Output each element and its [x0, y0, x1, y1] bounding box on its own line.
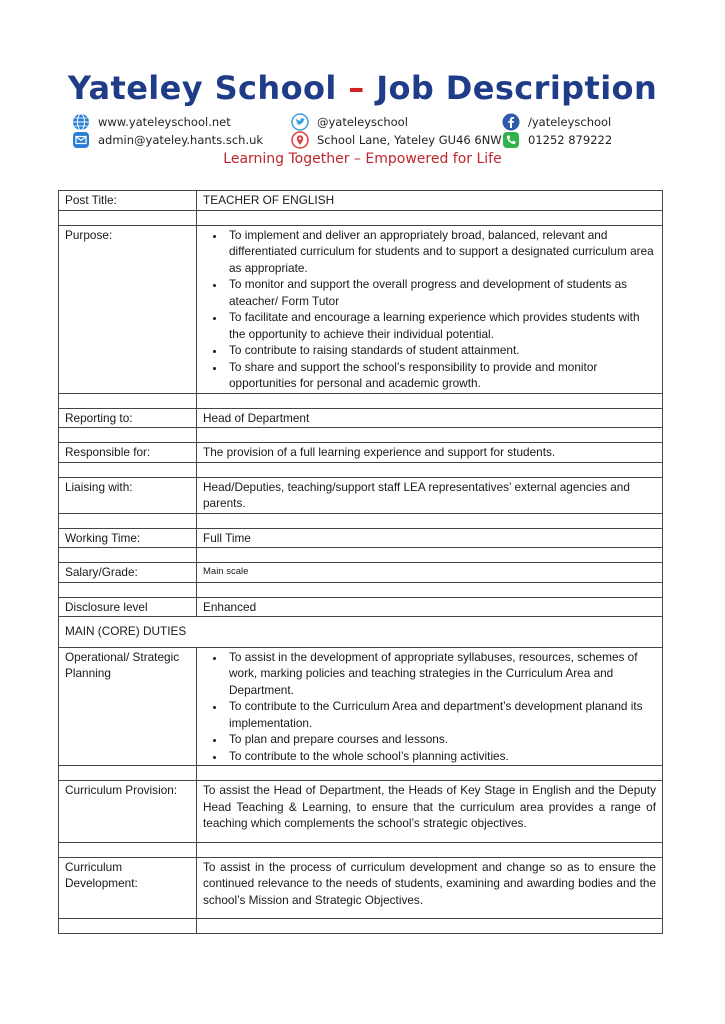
- spacer-row: [59, 582, 663, 597]
- list-item: • To implement and deliver an appropriately broad, balanced, relevant and differentiated curriculum for students and to support a designated curriculum area as appropriate.: [225, 227, 656, 277]
- location-pin-icon: [291, 131, 309, 149]
- list-item: • To contribute to raising standards of student attainment.: [225, 342, 656, 359]
- table-row: [59, 191, 663, 211]
- row-value: TEACHER OF ENGLISH: [197, 191, 663, 211]
- table-row: [59, 528, 663, 548]
- facebook-text: /yateleyschool: [528, 115, 612, 129]
- table-row: [59, 647, 663, 766]
- address-contact: [291, 131, 502, 149]
- spacer-row: [59, 393, 663, 408]
- job-description-table: [58, 190, 663, 934]
- spacer-row: [59, 428, 663, 443]
- purpose-cell: [197, 225, 663, 393]
- row-label: Working Time:: [59, 528, 197, 548]
- row-value: Head/Deputies, teaching/support staff LEA representatives’ external agencies and parents.: [197, 477, 663, 513]
- table-row: [59, 477, 663, 513]
- spacer-row: [59, 462, 663, 477]
- row-label: Curriculum Provision:: [59, 781, 197, 843]
- row-value: Head of Department: [197, 408, 663, 428]
- list-item: • To facilitate and encourage a learning experience which provides students with the opportunity to achieve their individual potential.: [225, 309, 656, 342]
- facebook-icon: [502, 113, 520, 131]
- table-row: [59, 617, 663, 648]
- twitter-icon: [291, 113, 309, 131]
- list-item: • To monitor and support the overall progress and development of students as ateacher/ Form Tutor: [225, 276, 656, 309]
- facebook-contact[interactable]: [502, 113, 611, 131]
- table-row: [59, 225, 663, 393]
- title-dash: –: [348, 69, 365, 107]
- list-item: • To share and support the school’s responsibility to provide and monitor opportunities for personal and academic growth.: [225, 359, 656, 392]
- list-item: • To assist in the development of appropriate syllabuses, resources, schemes of work, marking policies and teaching strategies in the Curriculum Area and Department.: [225, 649, 656, 699]
- row-value: Full Time: [197, 528, 663, 548]
- row-value: The provision of a full learning experience and support for students.: [197, 443, 663, 463]
- row-label: Disclosure level: [59, 597, 197, 617]
- row-label: Responsible for:: [59, 443, 197, 463]
- title-doc: Job Description: [376, 69, 658, 107]
- spacer-row: [59, 513, 663, 528]
- table-row: [59, 857, 663, 919]
- row-label: Curriculum Development:: [59, 857, 197, 919]
- spacer-row: [59, 210, 663, 225]
- table-row: [59, 781, 663, 843]
- table-row: [59, 563, 663, 583]
- email-text: admin@yateley.hants.sch.uk: [98, 133, 264, 147]
- address-text: School Lane, Yateley GU46 6NW: [317, 133, 502, 147]
- list-item: • To plan and prepare courses and lessons.: [225, 731, 656, 748]
- website-text: www.yateleyschool.net: [98, 115, 231, 129]
- spacer-row: [59, 548, 663, 563]
- row-value: To assist in the process of curriculum development and change so as to ensure the continued relevance to the needs of students, examining and awarding bodies and the school’s Mission and Strategic Objectives.: [197, 857, 663, 919]
- website-contact[interactable]: [72, 113, 231, 131]
- spacer-row: [59, 842, 663, 857]
- phone-icon: [502, 131, 520, 149]
- table-row: [59, 443, 663, 463]
- table-row: [59, 597, 663, 617]
- phone-contact[interactable]: [502, 131, 612, 149]
- page-title: [0, 69, 725, 107]
- letterhead: [0, 0, 725, 180]
- spacer-row: [59, 766, 663, 781]
- operational-list: [203, 649, 656, 765]
- twitter-contact[interactable]: [291, 113, 408, 131]
- spacer-row: [59, 919, 663, 934]
- phone-text: 01252 879222: [528, 133, 613, 147]
- row-value: Main scale: [197, 563, 663, 583]
- row-value: Enhanced: [197, 597, 663, 617]
- row-label: Salary/Grade:: [59, 563, 197, 583]
- row-label: Purpose:: [59, 225, 197, 393]
- email-icon: [72, 131, 90, 149]
- row-value: To assist the Head of Department, the Heads of Key Stage in English and the Deputy Head Teaching & Learning, to ensure that the curriculum area provides a range of teaching which complements the school’s strategic objectives.: [197, 781, 663, 843]
- row-label: Liaising with:: [59, 477, 197, 513]
- globe-icon: [72, 113, 90, 131]
- table-row: [59, 408, 663, 428]
- row-label: Post Title:: [59, 191, 197, 211]
- title-school: Yateley School: [67, 69, 337, 107]
- email-contact[interactable]: [72, 131, 263, 149]
- purpose-list: [203, 227, 656, 392]
- list-item: • To contribute to the whole school’s planning activities.: [225, 748, 656, 765]
- list-item: • To contribute to the Curriculum Area and department’s development planand its implementation.: [225, 698, 656, 731]
- row-label: Operational/ Strategic Planning: [59, 647, 197, 766]
- operational-cell: [197, 647, 663, 766]
- row-label: Reporting to:: [59, 408, 197, 428]
- tagline: Learning Together – Empowered for Life: [223, 151, 502, 167]
- section-heading: MAIN (CORE) DUTIES: [59, 617, 663, 648]
- twitter-text: @yateleyschool: [317, 115, 408, 129]
